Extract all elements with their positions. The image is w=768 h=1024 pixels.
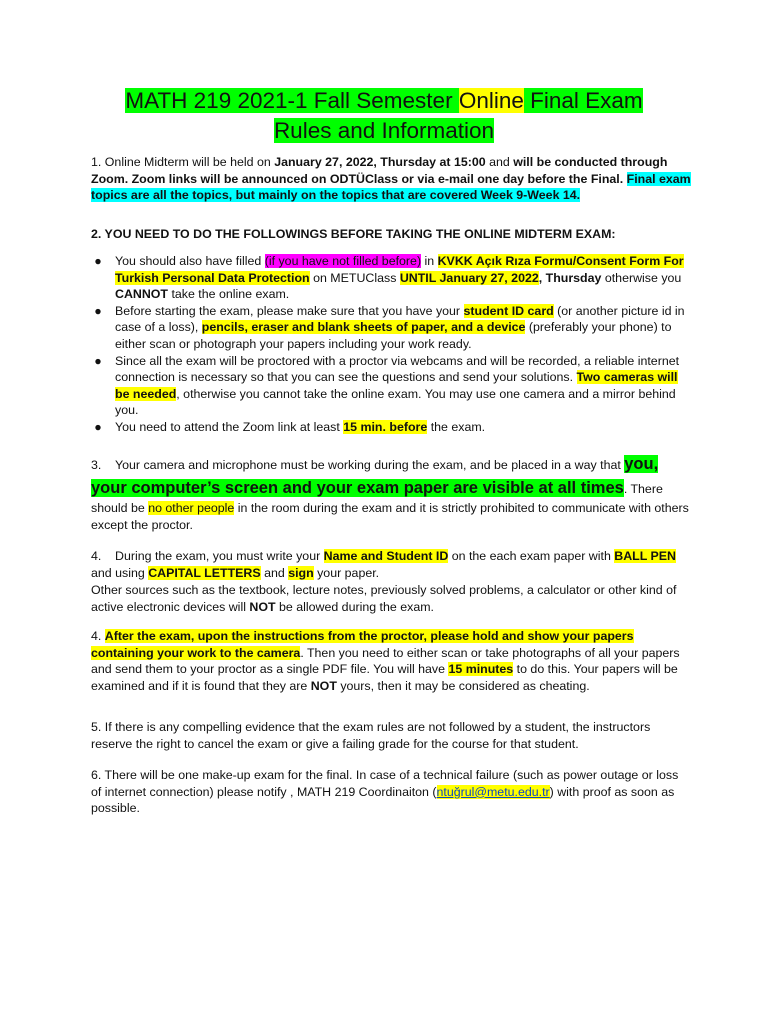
text: Other sources such as the textbook, lecture notes, previously solved problems, a calculator or other kind of active electronic devices will <box>91 583 677 614</box>
bullet-icon: ● <box>94 419 102 434</box>
bullet-icon: ● <box>94 353 102 368</box>
section-5 <box>91 628 691 694</box>
section-number: 3. <box>91 458 102 472</box>
text: the exam. <box>427 419 486 434</box>
text: and <box>260 565 289 580</box>
text: in <box>421 254 438 268</box>
text: 6. There will be one make-up exam for the final. In case of a technical failure (such as power outage or loss of internet connection) please notify , MATH 219 Coordinaiton ( <box>91 768 679 799</box>
kvkk-form-highlight: KVKK Açık Rıza Formu/Consent Form For Turkish Personal Data Protection <box>115 254 684 285</box>
title-line-1 <box>0 86 768 116</box>
bullet-icon: ● <box>94 303 102 318</box>
text: will be conducted through Zoom. Zoom links will be announced on ODTÜClass or via e-mail one day before the Final. <box>91 155 668 186</box>
text: Before starting the exam, please make sure that you have your <box>115 303 464 318</box>
title-part: Rules and Information <box>273 118 495 143</box>
section-1 <box>91 154 691 204</box>
text: NOT <box>310 678 337 693</box>
sign-highlight: sign <box>288 565 314 580</box>
text: on the each exam paper with <box>448 549 615 563</box>
bullet-icon: ● <box>94 254 102 268</box>
supplies-highlight: pencils, eraser and blank sheets of paper, and a device <box>201 320 526 335</box>
exam-date: January 27, 2022, Thursday at 15:00 <box>274 155 486 169</box>
visibility-highlight: you, your computer’s screen and your exam paper are visible at all times <box>91 455 659 497</box>
text: to do this. Your papers will be examined and if it is found that they are <box>91 662 678 693</box>
title-part: MATH 219 2021-1 Fall Semester <box>125 88 459 113</box>
section-4 <box>91 548 691 581</box>
text: your paper. <box>313 565 380 580</box>
text: Online Midterm will be held on <box>101 155 275 169</box>
ball-pen-highlight: BALL PEN <box>614 549 677 563</box>
section-number: 4. <box>91 549 102 563</box>
text: be allowed during the exam. <box>275 599 434 614</box>
text: (or another picture id in case of a loss), <box>115 303 685 335</box>
text: take the online exam. <box>168 287 290 302</box>
text: , otherwise you cannot take the online exam. You may use one camera and a mirror behind you. <box>115 386 676 418</box>
text: and using <box>91 565 149 580</box>
list-item <box>91 353 691 419</box>
text: otherwise you <box>601 270 682 285</box>
text: . Then you need to either scan or take photographs of all your papers and send them to your proctor as a single PDF file. You will have <box>91 645 680 677</box>
text: on METUClass <box>309 270 400 285</box>
text: NOT <box>249 599 276 614</box>
list-item <box>91 303 691 353</box>
show-papers-highlight: After the exam, upon the instructions from the proctor, please hold and show your papers containing your work to the camera <box>91 629 634 660</box>
text: During the exam, you must write your <box>115 549 324 563</box>
topics-highlight: Final exam topics are all the topics, but mainly on the topics that are covered Week 9-Week 14. <box>91 171 691 203</box>
list-item <box>91 253 691 303</box>
capital-letters-highlight: CAPITAL LETTERS <box>148 565 261 580</box>
text: You should also have filled <box>115 254 265 268</box>
text: in the room during the exam and it is strictly prohibited to communicate with others except the proctor. <box>91 501 689 532</box>
coordinator-email-link[interactable]: ntuğrul@metu.edu.tr <box>436 784 550 799</box>
time-highlight: 15 min. before <box>343 419 428 434</box>
title-part: Final Exam <box>523 88 643 113</box>
text: , Thursday <box>538 270 602 285</box>
text: . There should be <box>91 482 663 515</box>
text: Your camera and microphone must be working during the exam, and be placed in a way that <box>115 458 625 472</box>
cameras-highlight: Two cameras will be needed <box>115 370 678 401</box>
minutes-highlight: 15 minutes <box>448 662 514 677</box>
text: and <box>485 155 514 169</box>
section-4-other-sources <box>91 582 691 615</box>
magenta-highlight: (if you have not filled before) <box>264 254 422 268</box>
text: You need to attend the Zoom link at least <box>115 419 344 434</box>
section-number: 1. <box>91 155 102 169</box>
section-2-heading: 2. YOU NEED TO DO THE FOLLOWINGS BEFORE TAKING THE ONLINE MIDTERM EXAM: <box>91 227 616 241</box>
section-6: 5. If there is any compelling evidence that the exam rules are not followed by a student, the instructors reserve the right to cancel the exam or give a failing grade for the course for that student. <box>91 720 651 751</box>
text: (preferably your phone) to either scan or photograph your papers including your work ready. <box>115 320 672 351</box>
list-item <box>91 419 691 436</box>
title-line-2 <box>0 116 768 146</box>
id-card-highlight: student ID card <box>463 303 554 318</box>
text: ) with proof as soon as possible. <box>91 784 675 816</box>
text: yours, then it may be considered as cheating. <box>336 678 590 693</box>
deadline-highlight: UNTIL January 27, 2022 <box>399 270 539 285</box>
text: CANNOT <box>115 287 168 302</box>
name-id-highlight: Name and Student ID <box>323 549 449 563</box>
section-3 <box>91 452 691 533</box>
requirements-list <box>91 253 691 436</box>
document-title <box>0 86 768 146</box>
section-number: 4. <box>91 629 105 643</box>
title-online-highlight: Online <box>458 88 524 113</box>
section-7 <box>91 767 691 817</box>
no-people-highlight: no other people <box>148 501 235 515</box>
text: Since all the exam will be proctored with a proctor via webcams and will be recorded, a reliable internet connection is necessary so that you can see the questions and send your solutions. <box>115 353 680 385</box>
